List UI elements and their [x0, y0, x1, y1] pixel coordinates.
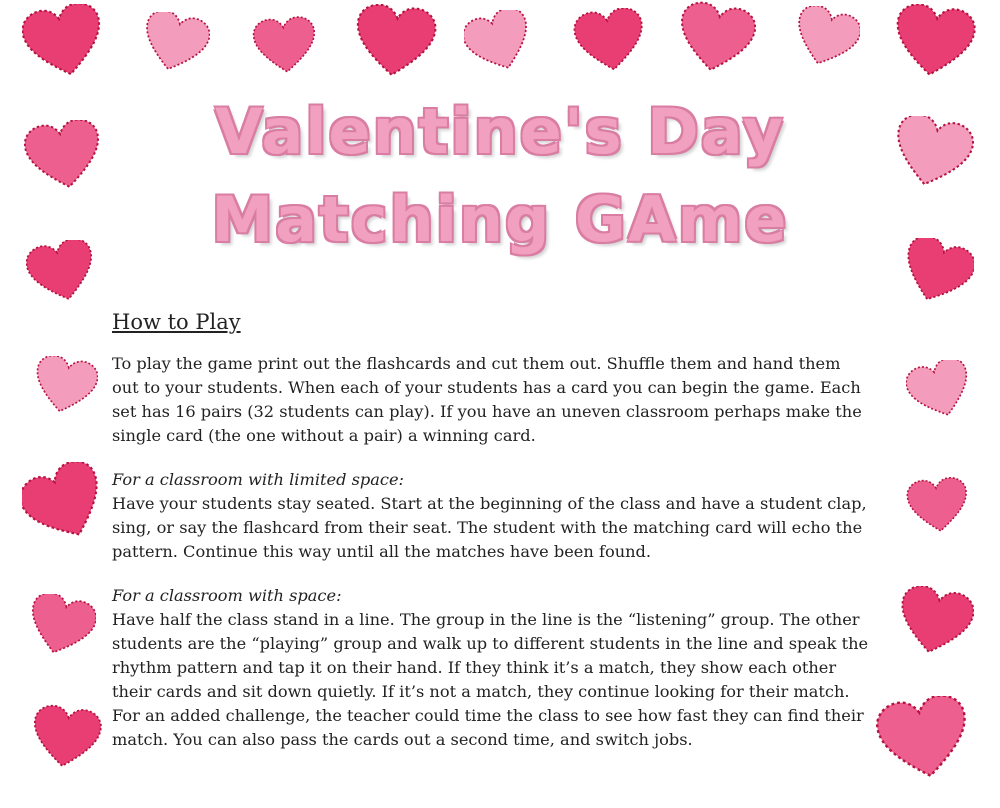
- heart-icon: [30, 702, 102, 774]
- limited-space-subheading: For a classroom with limited space:: [112, 470, 405, 489]
- intro-paragraph: To play the game print out the flashcards and cut them out. Shuffle them and hand them out to your students. When each of your students has a card you can begin the game. Each set has 16 pairs (32 students can play). If you have an uneven classroom perhaps make the single card (the one without a pair) a winning card.: [112, 354, 862, 445]
- heart-icon: [32, 356, 98, 416]
- heart-icon: [892, 4, 976, 80]
- heart-icon: [572, 8, 648, 74]
- section-heading: How to Play: [112, 310, 241, 334]
- limited-space-block: [112, 468, 872, 564]
- heart-icon: [900, 238, 974, 306]
- heart-icon: [792, 6, 860, 70]
- instructions-section: [112, 310, 872, 772]
- heart-icon: [890, 116, 974, 190]
- heart-icon: [876, 696, 972, 782]
- page-title: [130, 88, 870, 264]
- with-space-subheading: For a classroom with space:: [112, 586, 342, 605]
- heart-icon: [22, 462, 108, 546]
- heart-icon: [26, 594, 96, 658]
- with-space-block: [112, 584, 872, 752]
- heart-icon: [252, 16, 318, 76]
- heart-icon: [140, 12, 210, 74]
- heart-icon: [906, 476, 970, 536]
- heart-icon: [676, 0, 756, 78]
- title-line-1: Valentine's Day: [214, 95, 786, 168]
- heart-icon: [464, 10, 534, 74]
- heart-icon: [906, 360, 974, 420]
- heart-icon: [26, 240, 98, 304]
- limited-space-text: Have your students stay seated. Start at the beginning of the class and have a student clap, sing, or say the flashcard from their seat. The student with the matching card will echo the pattern. Continue this way until all the matches have been found.: [112, 494, 867, 561]
- heart-icon: [896, 586, 974, 658]
- heart-icon: [24, 120, 104, 192]
- heart-icon: [22, 4, 106, 80]
- with-space-text: Have half the class stand in a line. The group in the line is the “listening” group. The other students are the “playing” group and walk up to different students in the line and speak the rhythm pattern and tap it on their hand. If they think it’s a match, they show each other their cards and sit down quietly. If it’s not a match, they continue looking for their match. For an added challenge, the teacher could time the class to see how fast they can find their match. You can also pass the cards out a second time, and switch jobs.: [112, 610, 869, 749]
- title-line-2: Matching GAme: [211, 183, 789, 256]
- heart-icon: [352, 4, 438, 80]
